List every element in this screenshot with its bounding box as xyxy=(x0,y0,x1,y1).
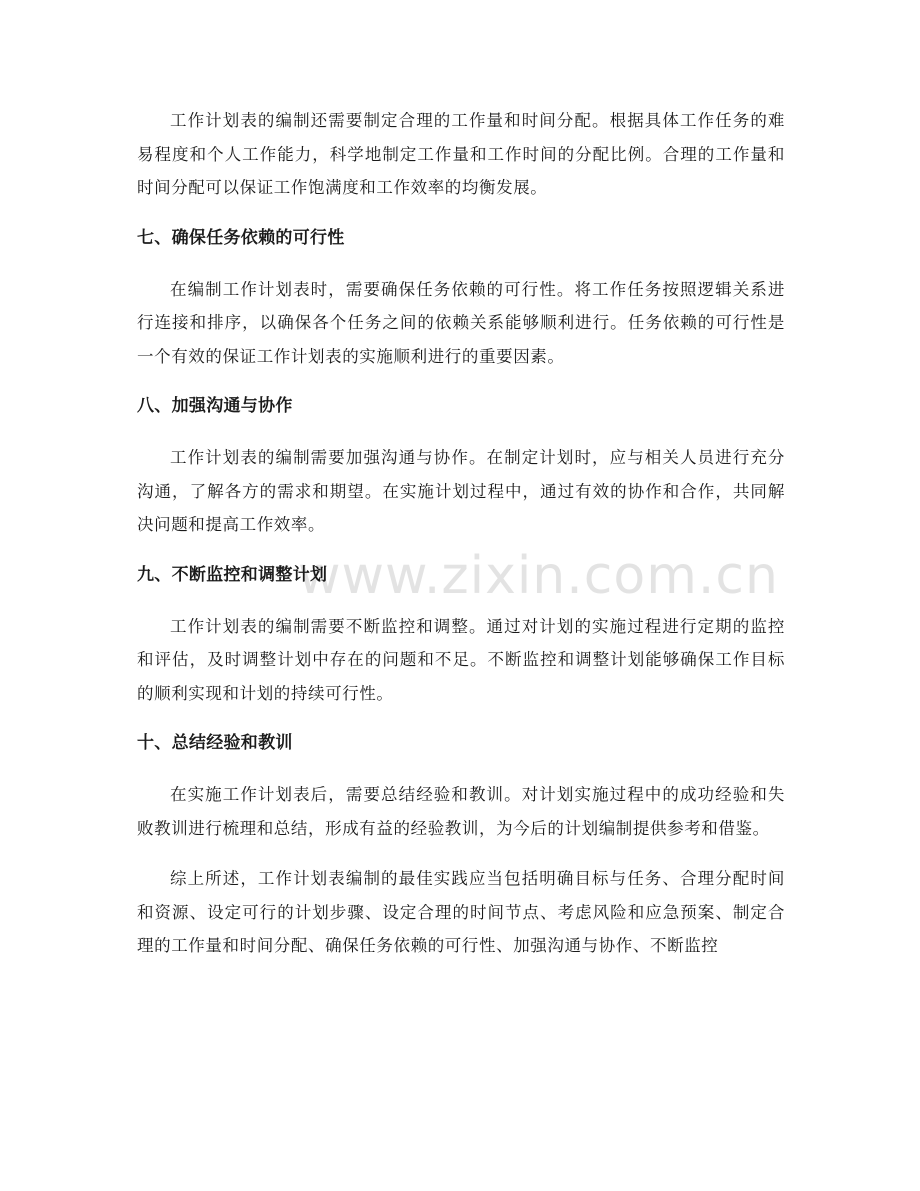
intro-paragraph: 工作计划表的编制还需要制定合理的工作量和时间分配。根据具体工作任务的难易程度和个人工作能力，科学地制定工作量和工作时间的分配比例。合理的工作量和时间分配可以保证工作饱满度和工作效率的均衡发展。 xyxy=(137,111,785,197)
document-page xyxy=(137,104,785,963)
section-7-heading: 七、确保任务依赖的可行性 xyxy=(137,227,345,248)
section-8-heading: 八、加强沟通与协作 xyxy=(137,396,293,416)
section-7-paragraph: 在编制工作计划表时，需要确保任务依赖的可行性。将工作任务按照逻辑关系进行连接和排序，以确保各个任务之间的依赖关系能够顺利进行。任务依赖的可行性是一个有效的保证工作计划表的实施顺利进行的重要因素。 xyxy=(137,279,785,366)
section-9-paragraph: 工作计划表的编制需要不断监控和调整。通过对计划的实施过程进行定期的监控和评估，及时调整计划中存在的问题和不足。不断监控和调整计划能够确保工作目标的顺利实现和计划的持续可行性。 xyxy=(137,616,785,703)
summary-paragraph: 综上所述，工作计划表编制的最佳实践应当包括明确目标与任务、合理分配时间和资源、设定可行的计划步骤、设定合理的时间节点、考虑风险和应急预案、制定合理的工作量和时间分配、确保任务依赖的可行性、加强沟通与协作、不断监控 xyxy=(137,869,785,955)
section-10-heading: 十、总结经验和教训 xyxy=(137,733,293,753)
watermark: www.zixin.com.cn xyxy=(298,546,779,606)
section-9-heading: 九、不断监控和调整计划 xyxy=(137,564,328,585)
section-8-paragraph: 工作计划表的编制需要加强沟通与协作。在制定计划时，应与相关人员进行充分沟通，了解各方的需求和期望。在实施计划过程中，通过有效的协作和合作，共同解决问题和提高工作效率。 xyxy=(137,448,785,534)
section-10-paragraph: 在实施工作计划表后，需要总结经验和教训。对计划实施过程中的成功经验和失败教训进行梳理和总结，形成有益的经验教训，为今后的计划编制提供参考和借鉴。 xyxy=(137,785,785,838)
